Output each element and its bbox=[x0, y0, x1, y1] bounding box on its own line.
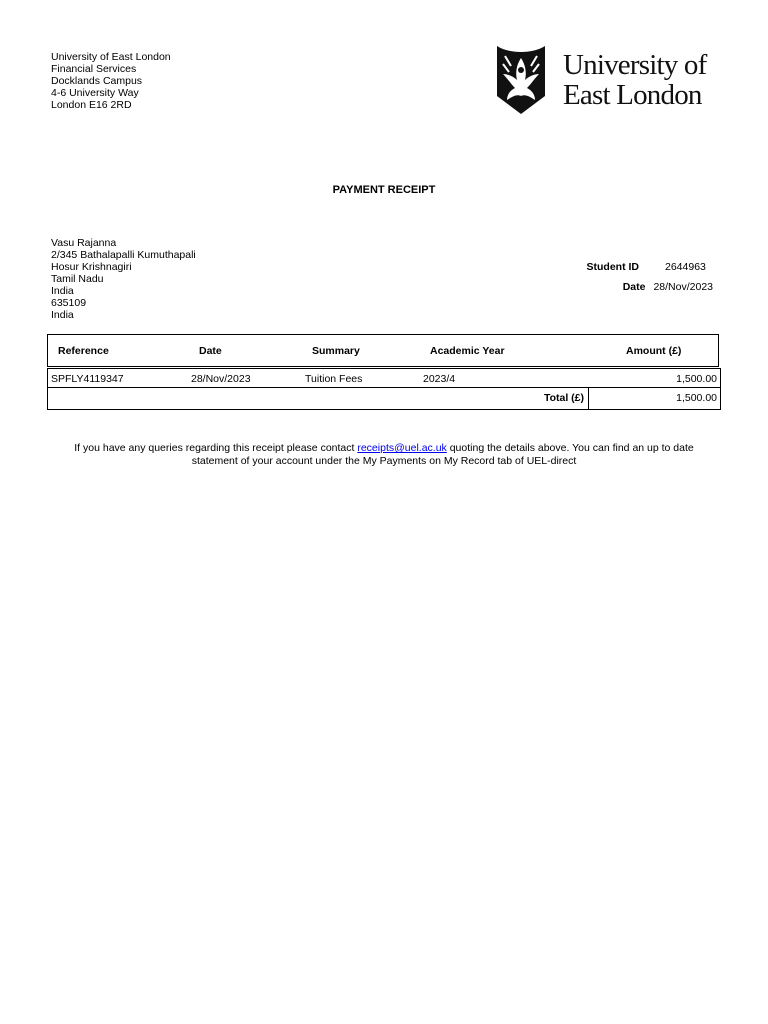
recipient-line: Vasu Rajanna bbox=[51, 237, 117, 249]
total-label: Total (£) bbox=[543, 392, 584, 404]
student-id-label: Student ID bbox=[586, 261, 639, 273]
table-header bbox=[47, 334, 719, 367]
th-reference: Reference bbox=[58, 345, 109, 357]
university-wordmark bbox=[563, 50, 706, 110]
footer-text-after: quoting the details above. You can find an up to date bbox=[446, 442, 694, 454]
recipient-line: India bbox=[51, 285, 74, 297]
university-logo bbox=[493, 44, 723, 116]
recipient-line: Tamil Nadu bbox=[51, 273, 104, 285]
th-amount: Amount (£) bbox=[626, 345, 682, 357]
sender-line: Financial Services bbox=[51, 63, 137, 75]
sender-address bbox=[51, 51, 171, 111]
date-value: 28/Nov/2023 bbox=[653, 281, 713, 293]
cell-amount: 1,500.00 bbox=[676, 373, 717, 385]
th-date: Date bbox=[199, 345, 222, 357]
cell-summary: Tuition Fees bbox=[305, 373, 363, 385]
total-cell-border bbox=[588, 387, 589, 409]
sender-line: London E16 2RD bbox=[51, 99, 132, 111]
cell-date: 28/Nov/2023 bbox=[191, 373, 251, 385]
sender-line: 4-6 University Way bbox=[51, 87, 139, 99]
date-row bbox=[623, 281, 713, 293]
recipient-line: India bbox=[51, 309, 74, 321]
th-summary: Summary bbox=[312, 345, 360, 357]
footer-line1 bbox=[60, 442, 708, 455]
sender-line: Docklands Campus bbox=[51, 75, 143, 87]
recipient-line: 635109 bbox=[51, 297, 87, 309]
recipient-line: Hosur Krishnagiri bbox=[51, 261, 132, 273]
cell-reference: SPFLY4119347 bbox=[51, 373, 124, 385]
date-label: Date bbox=[622, 281, 646, 293]
cell-academic-year: 2023/4 bbox=[423, 373, 456, 385]
th-academic-year: Academic Year bbox=[430, 345, 505, 357]
row-divider bbox=[47, 387, 721, 388]
logo-line1: University of bbox=[563, 49, 707, 81]
footer-note bbox=[60, 442, 708, 468]
footer-line2: statement of your account under the My Payments on My Record tab of UEL-direct bbox=[191, 455, 577, 467]
recipient-line: 2/345 Bathalapalli Kumuthapali bbox=[51, 249, 196, 261]
receipts-email-link[interactable]: receipts@uel.ac.uk bbox=[357, 442, 447, 454]
total-value: 1,500.00 bbox=[676, 392, 717, 404]
recipient-address bbox=[51, 237, 196, 321]
logo-line2: East London bbox=[563, 79, 702, 111]
phoenix-crest-icon bbox=[493, 44, 549, 116]
student-id-value: 2644963 bbox=[665, 261, 706, 273]
table-body bbox=[47, 368, 721, 410]
student-id-row bbox=[587, 261, 714, 273]
page-title: PAYMENT RECEIPT bbox=[332, 184, 436, 196]
footer-text-before: If you have any queries regarding this receipt please contact bbox=[74, 442, 358, 454]
sender-line: University of East London bbox=[51, 51, 171, 63]
